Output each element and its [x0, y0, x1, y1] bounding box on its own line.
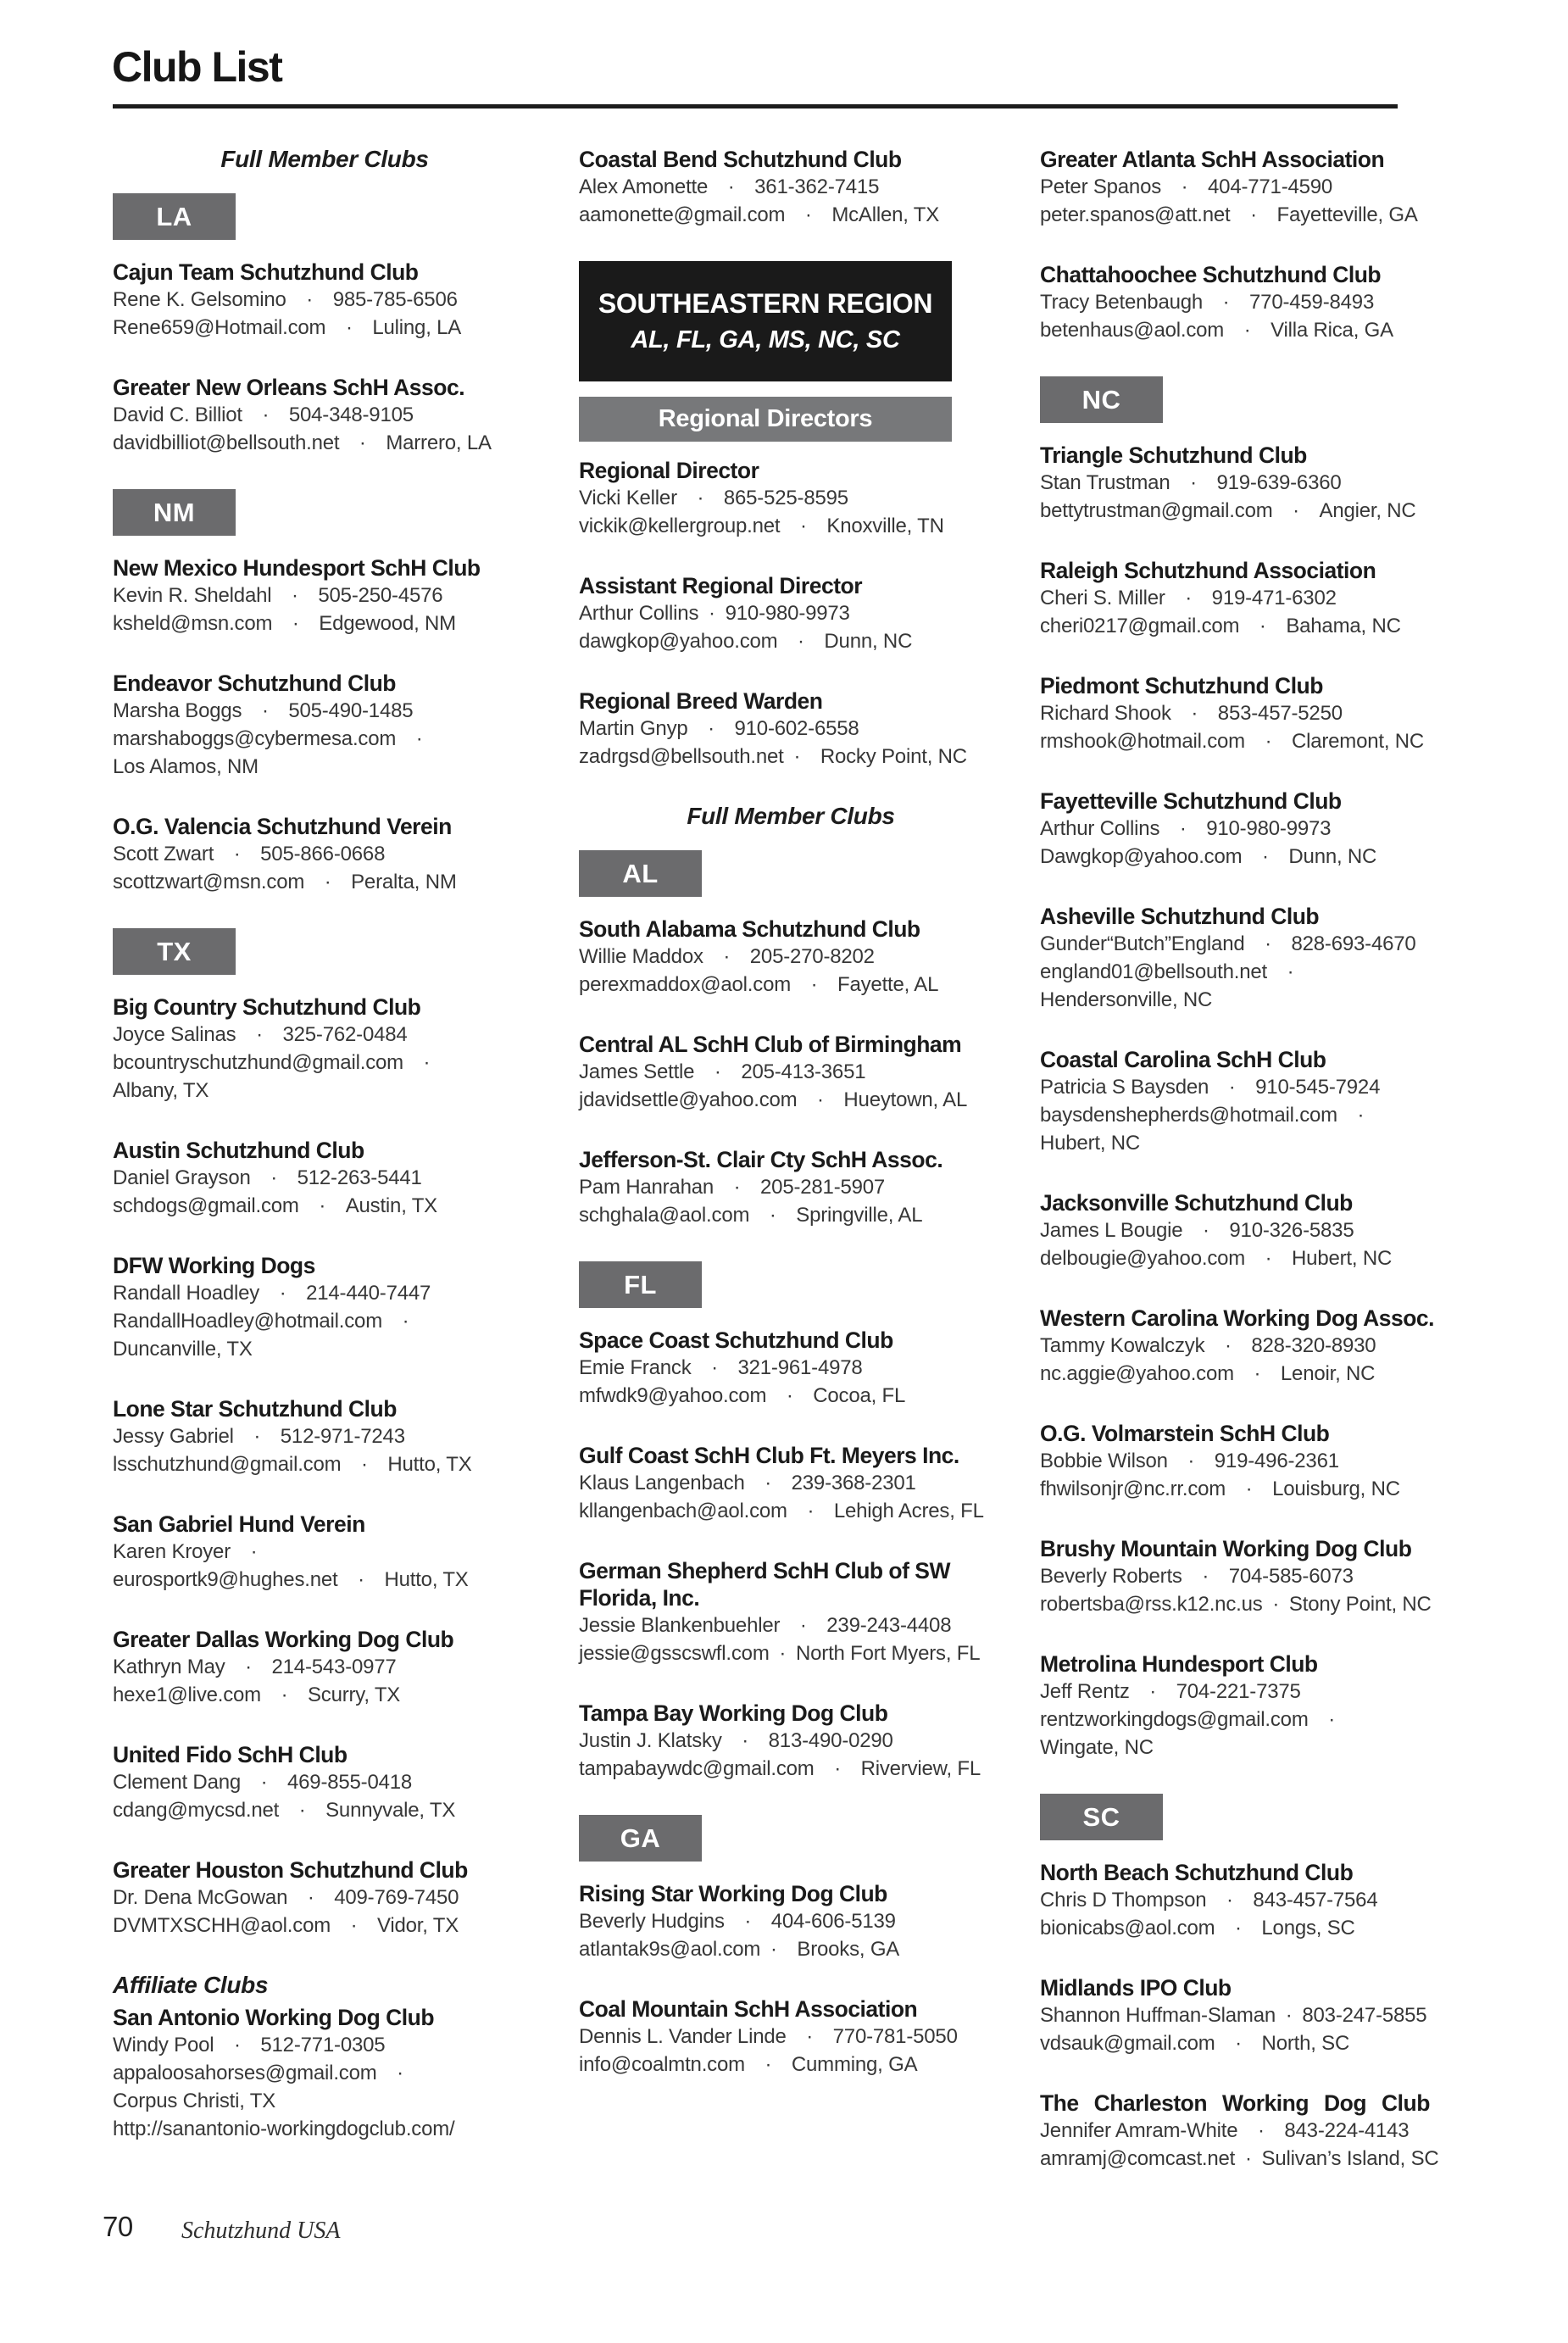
club-detail-line: bionicabs@aol.com · Longs, SC	[1040, 1917, 1355, 1940]
club-detail-line: Patricia S Baysden · 910-545-7924	[1040, 1076, 1381, 1099]
club-name: Regional Director	[579, 458, 759, 483]
footer-brand: Schutzhund USA	[181, 2218, 341, 2244]
club-detail-line: Jessie Blankenbuehler · 239-243-4408	[579, 1614, 952, 1637]
club-detail-line: Martin Gnyp · 910-602-6558	[579, 717, 859, 740]
club-entry	[1040, 1420, 1464, 1503]
club-entry	[579, 457, 1003, 540]
club-name: Raleigh Schutzhund Association	[1040, 558, 1376, 583]
club-entry	[1040, 1974, 1464, 2057]
club-detail-line: tampabaywdc@gmail.com · Riverview, FL	[579, 1757, 981, 1780]
section-heading: Affiliate Clubs	[113, 1972, 269, 1998]
club-detail-line: hexe1@live.com · Scurry, TX	[113, 1684, 401, 1706]
club-detail-line: schghala@aol.com · Springville, AL	[579, 1204, 923, 1227]
region-banner-title: SOUTHEASTERN REGION	[598, 288, 933, 319]
club-detail-line: robertsba@rss.k12.nc.us · Stony Point, NC	[1040, 1593, 1432, 1616]
club-detail-line: http://sanantonio-workingdogclub.com/	[113, 2118, 455, 2140]
club-entry	[113, 2004, 537, 2143]
club-detail-line: Beverly Roberts · 704-585-6073	[1040, 1565, 1354, 1588]
club-list-column-middle	[579, 146, 1003, 2111]
club-name: Greater New Orleans SchH Assoc.	[113, 375, 465, 400]
club-detail-line: vdsauk@gmail.com · North, SC	[1040, 2032, 1350, 2055]
club-detail-line: Jessy Gabriel · 512-971-7243	[113, 1425, 405, 1448]
club-name: Chattahoochee Schutzhund Club	[1040, 262, 1382, 287]
club-entry	[113, 1395, 537, 1478]
club-entry	[1040, 261, 1464, 344]
club-name: United Fido SchH Club	[113, 1742, 348, 1767]
club-detail-line: lsschutzhund@gmail.com · Hutto, TX	[113, 1453, 472, 1476]
club-name: Greater Dallas Working Dog Club	[113, 1627, 454, 1652]
club-detail-line: bettytrustman@gmail.com · Angier, NC	[1040, 499, 1416, 522]
club-detail-line: Shannon Huffman-Slaman · 803-247-5855	[1040, 2004, 1427, 2027]
page-number: 70	[103, 2211, 133, 2242]
state-badge-label: LA	[156, 201, 192, 231]
club-detail-line: RandallHoadley@hotmail.com ·	[113, 1310, 409, 1333]
club-detail-line: davidbilliot@bellsouth.net · Marrero, LA	[113, 431, 492, 454]
club-name: Metrolina Hundesport Club	[1040, 1651, 1318, 1677]
club-detail-line: Rene K. Gelsomino · 985-785-6506	[113, 288, 458, 311]
state-badge	[1040, 376, 1163, 423]
club-name: Jacksonville Schutzhund Club	[1040, 1190, 1353, 1216]
club-name: Fayetteville Schutzhund Club	[1040, 788, 1342, 814]
club-detail-line: Corpus Christi, TX	[113, 2090, 276, 2112]
club-entry	[113, 374, 537, 457]
club-detail-line: Randall Hoadley · 214-440-7447	[113, 1282, 431, 1305]
directors-banner-label: Regional Directors	[658, 405, 873, 432]
club-detail-line: Tammy Kowalczyk · 828-320-8930	[1040, 1334, 1376, 1357]
title-rule	[113, 104, 1398, 109]
club-detail-line: Emie Franck · 321-961-4978	[579, 1356, 863, 1379]
club-detail-line: Albany, TX	[113, 1079, 209, 1102]
club-entry	[1040, 1535, 1464, 1618]
state-badge	[579, 850, 702, 897]
state-badge	[113, 928, 236, 975]
club-detail-line: peter.spanos@att.net · Fayetteville, GA	[1040, 203, 1418, 226]
club-name: Tampa Bay Working Dog Club	[579, 1700, 888, 1726]
club-detail-line: Hubert, NC	[1040, 1132, 1141, 1155]
club-entry	[579, 1557, 1003, 1667]
club-detail-line: Vicki Keller · 865-525-8595	[579, 487, 848, 509]
club-detail-line: Bobbie Wilson · 919-496-2361	[1040, 1450, 1339, 1472]
section-heading: Full Member Clubs	[687, 803, 895, 829]
state-badge-label: GA	[620, 1823, 661, 1853]
state-badge-label: SC	[1082, 1801, 1120, 1832]
club-name: Cajun Team Schutzhund Club	[113, 259, 419, 285]
club-name: Jefferson-St. Clair Cty SchH Assoc.	[579, 1147, 943, 1172]
club-detail-line: jessie@gsscswfl.com · North Fort Myers, FL	[579, 1642, 981, 1665]
club-entry	[1040, 787, 1464, 871]
state-badge	[113, 489, 236, 536]
club-detail-line: Justin J. Klatsky · 813-490-0290	[579, 1729, 893, 1752]
club-detail-line: scottzwart@msn.com · Peralta, NM	[113, 871, 457, 893]
club-detail-line: Chris D Thompson · 843-457-7564	[1040, 1889, 1378, 1912]
club-detail-line: Gunder“Butch”England · 828-693-4670	[1040, 932, 1416, 955]
club-detail-line: vickik@kellergroup.net · Knoxville, TN	[579, 515, 944, 537]
club-name: Greater Houston Schutzhund Club	[113, 1857, 468, 1883]
club-detail-line: amramj@comcast.net · Sulivan’s Island, SC	[1040, 2147, 1439, 2170]
club-name: Lone Star Schutzhund Club	[113, 1396, 397, 1422]
club-detail-line: Stan Trustman · 919-639-6360	[1040, 471, 1342, 494]
club-name: Piedmont Schutzhund Club	[1040, 673, 1323, 698]
club-entry	[579, 572, 1003, 655]
club-entry	[1040, 557, 1464, 640]
club-detail-line: dawgkop@yahoo.com · Dunn, NC	[579, 630, 913, 653]
club-name: The Charleston Working Dog Club	[1040, 2090, 1430, 2116]
club-name: Coastal Bend Schutzhund Club	[579, 147, 902, 172]
club-detail-line: Windy Pool · 512-771-0305	[113, 2034, 386, 2056]
club-name: Midlands IPO Club	[1040, 1975, 1232, 2001]
club-detail-line: Klaus Langenbach · 239-368-2301	[579, 1472, 916, 1494]
club-detail-line: Pam Hanrahan · 205-281-5907	[579, 1176, 886, 1199]
club-detail-line: schdogs@gmail.com · Austin, TX	[113, 1194, 437, 1217]
state-badge	[113, 193, 236, 240]
club-detail-line: appaloosahorses@gmail.com ·	[113, 2062, 403, 2084]
club-entry	[579, 146, 1003, 229]
club-entry	[579, 1700, 1003, 1783]
club-detail-line: jdavidsettle@yahoo.com · Hueytown, AL	[579, 1088, 968, 1111]
club-entry	[113, 1252, 537, 1363]
club-name: Greater Atlanta SchH Association	[1040, 147, 1385, 172]
club-detail-line: Marsha Boggs · 505-490-1485	[113, 699, 414, 722]
club-entry	[113, 1626, 537, 1709]
club-entry	[1040, 146, 1464, 229]
club-entry	[579, 915, 1003, 999]
club-detail-line: Duncanville, TX	[113, 1338, 253, 1361]
club-name: O.G. Valencia Schutzhund Verein	[113, 814, 452, 839]
club-entry	[113, 670, 537, 781]
club-name: Gulf Coast SchH Club Ft. Meyers Inc.	[579, 1443, 959, 1468]
club-entry	[1040, 1859, 1464, 1942]
club-detail-line: Arthur Collins · 910-980-9973	[1040, 817, 1332, 840]
state-badge	[579, 1815, 702, 1862]
club-detail-line: Beverly Hudgins · 404-606-5139	[579, 1910, 896, 1933]
club-name: New Mexico Hundesport SchH Club	[113, 555, 481, 581]
club-detail-line: delbougie@yahoo.com · Hubert, NC	[1040, 1247, 1393, 1270]
club-detail-line: Richard Shook · 853-457-5250	[1040, 702, 1343, 725]
club-name: Triangle Schutzhund Club	[1040, 442, 1307, 468]
state-badge-label: TX	[157, 936, 192, 966]
club-entry	[1040, 442, 1464, 525]
club-name: Western Carolina Working Dog Assoc.	[1040, 1305, 1434, 1331]
page-title: Club List	[112, 43, 282, 91]
club-entry	[113, 554, 537, 637]
club-entry	[113, 1511, 537, 1594]
club-name: South Alabama Schutzhund Club	[579, 916, 920, 942]
club-detail-line: betenhaus@aol.com · Villa Rica, GA	[1040, 319, 1393, 342]
club-detail-line: Rene659@Hotmail.com · Luling, LA	[113, 316, 462, 339]
club-entry	[579, 1327, 1003, 1410]
club-detail-line: James Settle · 205-413-3651	[579, 1060, 866, 1083]
club-list-column-right	[1040, 146, 1464, 2205]
club-entry	[579, 687, 1003, 771]
club-entry	[1040, 1046, 1464, 1157]
club-detail-line: Dawgkop@yahoo.com · Dunn, NC	[1040, 845, 1377, 868]
club-detail-line: Jeff Rentz · 704-221-7375	[1040, 1680, 1301, 1703]
club-name: Central AL SchH Club of Birmingham	[579, 1032, 962, 1057]
club-entry	[113, 1137, 537, 1220]
directors-banner	[579, 397, 952, 442]
club-detail-line: ksheld@msn.com · Edgewood, NM	[113, 612, 456, 635]
club-detail-line: Dennis L. Vander Linde · 770-781-5050	[579, 2025, 958, 2048]
club-detail-line: perexmaddox@aol.com · Fayette, AL	[579, 973, 939, 996]
club-detail-line: cdang@mycsd.net · Sunnyvale, TX	[113, 1799, 456, 1822]
club-detail-line: James L Bougie · 910-326-5835	[1040, 1219, 1354, 1242]
state-badge-label: NM	[153, 497, 196, 527]
club-name: Coastal Carolina SchH Club	[1040, 1047, 1326, 1072]
club-entry	[113, 993, 537, 1105]
club-detail-line: info@coalmtn.com · Cumming, GA	[579, 2053, 918, 2076]
club-name: Space Coast Schutzhund Club	[579, 1327, 893, 1353]
club-detail-line: eurosportk9@hughes.net · Hutto, TX	[113, 1568, 469, 1591]
club-detail-line: zadrgsd@bellsouth.net · Rocky Point, NC	[579, 745, 967, 768]
club-entry	[113, 1856, 537, 1940]
club-name: San Antonio Working Dog Club	[113, 2005, 435, 2030]
club-name: Big Country Schutzhund Club	[113, 994, 421, 1020]
state-badge-label: AL	[622, 858, 659, 888]
club-detail-line: bcountryschutzhund@gmail.com ·	[113, 1051, 431, 1074]
club-entry	[1040, 2090, 1464, 2173]
club-list-column-left	[113, 146, 537, 2175]
club-detail-line: Kevin R. Sheldahl · 505-250-4576	[113, 584, 443, 607]
club-detail-line: Wingate, NC	[1040, 1736, 1154, 1759]
club-name: Rising Star Working Dog Club	[579, 1881, 887, 1906]
club-detail-line: Peter Spanos · 404-771-4590	[1040, 175, 1333, 198]
club-entry	[113, 1741, 537, 1824]
club-detail-line: Los Alamos, NM	[113, 755, 259, 778]
club-detail-line: Tracy Betenbaugh · 770-459-8493	[1040, 291, 1375, 314]
club-entry	[579, 1146, 1003, 1229]
club-entry	[1040, 903, 1464, 1014]
club-detail-line: Daniel Grayson · 512-263-5441	[113, 1166, 422, 1189]
club-entry	[579, 1995, 1003, 2079]
club-detail-line: Scott Zwart · 505-866-0668	[113, 843, 386, 865]
club-detail-line: mfwdk9@yahoo.com · Cocoa, FL	[579, 1384, 906, 1407]
club-entry	[113, 259, 537, 342]
club-entry	[579, 1031, 1003, 1114]
club-detail-line: england01@bellsouth.net ·	[1040, 960, 1294, 983]
club-detail-line: kllangenbach@aol.com · Lehigh Acres, FL	[579, 1500, 984, 1522]
club-detail-line: Willie Maddox · 205-270-8202	[579, 945, 875, 968]
club-detail-line: Clement Dang · 469-855-0418	[113, 1771, 413, 1794]
region-banner	[579, 261, 952, 381]
club-name: Assistant Regional Director	[579, 573, 863, 598]
state-badge-label: FL	[624, 1269, 657, 1300]
club-name: Austin Schutzhund Club	[113, 1138, 364, 1163]
club-entry	[579, 1880, 1003, 1963]
club-detail-line: Dr. Dena McGowan · 409-769-7450	[113, 1886, 459, 1909]
club-entry	[113, 813, 537, 896]
club-name: San Gabriel Hund Verein	[113, 1511, 365, 1537]
club-detail-line: aamonette@gmail.com · McAllen, TX	[579, 203, 940, 226]
club-detail-line: rentzworkingdogs@gmail.com ·	[1040, 1708, 1336, 1731]
club-name: O.G. Volmarstein SchH Club	[1040, 1421, 1330, 1446]
club-detail-line: Alex Amonette · 361-362-7415	[579, 175, 880, 198]
club-detail-line: Hendersonville, NC	[1040, 988, 1213, 1011]
club-name: North Beach Schutzhund Club	[1040, 1860, 1354, 1885]
club-name: German Shepherd SchH Club of SW	[579, 1558, 950, 1583]
club-detail-line: nc.aggie@yahoo.com · Lenoir, NC	[1040, 1362, 1376, 1385]
club-entry	[1040, 1650, 1464, 1761]
region-banner-states: AL, FL, GA, MS, NC, SC	[631, 326, 900, 353]
club-name: DFW Working Dogs	[113, 1253, 315, 1278]
state-badge-label: NC	[1081, 384, 1121, 415]
club-detail-line: rmshook@hotmail.com · Claremont, NC	[1040, 730, 1425, 753]
club-detail-line: fhwilsonjr@nc.rr.com · Louisburg, NC	[1040, 1478, 1400, 1500]
club-detail-line: Arthur Collins · 910-980-9973	[579, 602, 850, 625]
club-detail-line: Karen Kroyer ·	[113, 1540, 258, 1563]
club-detail-line: Cheri S. Miller · 919-471-6302	[1040, 587, 1337, 609]
club-entry	[1040, 1189, 1464, 1272]
club-detail-line: cheri0217@gmail.com · Bahama, NC	[1040, 615, 1401, 637]
club-detail-line: Joyce Salinas · 325-762-0484	[113, 1023, 408, 1046]
club-entry	[579, 1442, 1003, 1525]
club-detail-line: David C. Billiot · 504-348-9105	[113, 403, 414, 426]
club-name: Endeavor Schutzhund Club	[113, 671, 396, 696]
section-heading: Full Member Clubs	[220, 146, 429, 172]
club-detail-line: Jennifer Amram-White · 843-224-4143	[1040, 2119, 1410, 2142]
club-detail-line: marshaboggs@cybermesa.com ·	[113, 727, 423, 750]
club-name: Asheville Schutzhund Club	[1040, 904, 1320, 929]
club-detail-line: atlantak9s@aol.com · Brooks, GA	[579, 1938, 900, 1961]
club-detail-line: Kathryn May · 214-543-0977	[113, 1656, 397, 1678]
club-entry	[1040, 1305, 1464, 1388]
club-name: Florida, Inc.	[579, 1585, 700, 1611]
state-badge	[579, 1261, 702, 1308]
club-name: Coal Mountain SchH Association	[579, 1996, 918, 2022]
club-detail-line: baysdenshepherds@hotmail.com ·	[1040, 1104, 1365, 1127]
club-name: Brushy Mountain Working Dog Club	[1040, 1536, 1412, 1561]
club-entry	[1040, 672, 1464, 755]
state-badge	[1040, 1794, 1163, 1840]
club-detail-line: DVMTXSCHH@aol.com · Vidor, TX	[113, 1914, 459, 1937]
club-name: Regional Breed Warden	[579, 688, 823, 714]
